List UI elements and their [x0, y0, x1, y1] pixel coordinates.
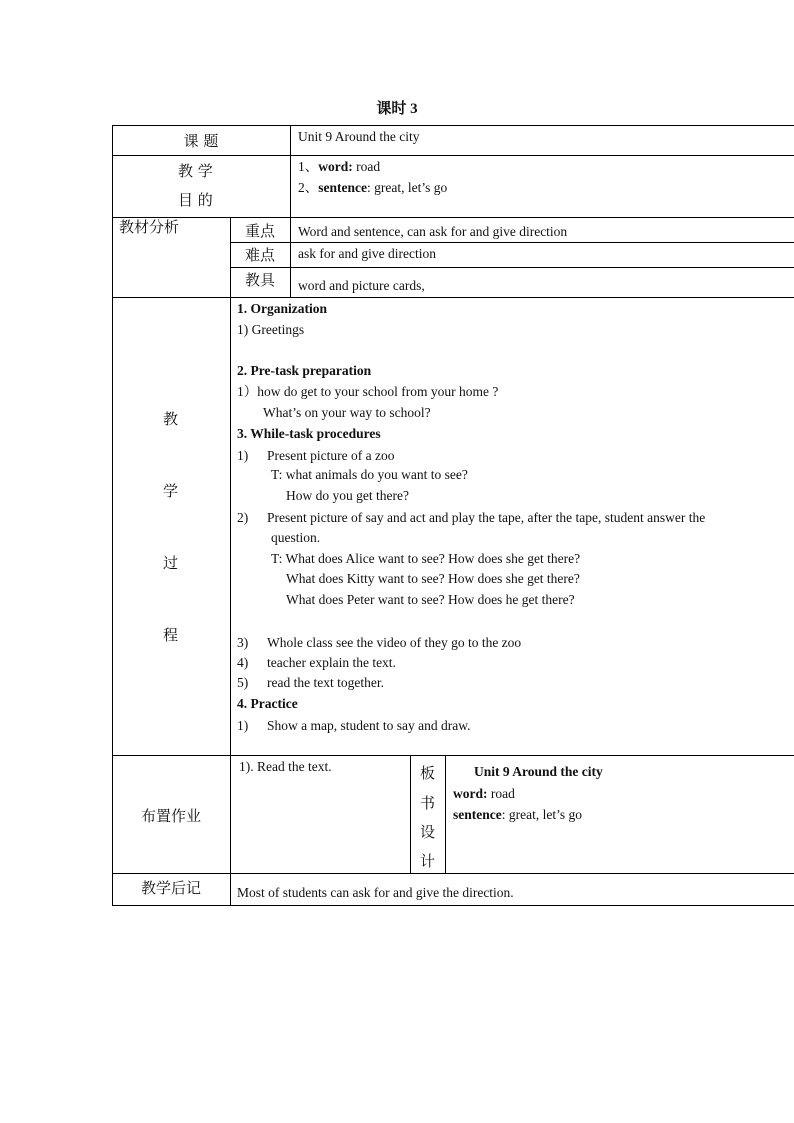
reflection-label: 教学后记 — [140, 879, 201, 897]
goal-item-number: 1、 — [298, 159, 319, 174]
process-line: What does Peter want to see? How does he get there? — [286, 592, 575, 607]
teaching-aids-value: word and picture cards, — [298, 278, 425, 293]
process-label-char: 教 — [163, 410, 179, 428]
board-label-char: 书 — [419, 794, 435, 812]
board-title: Unit 9 Around the city — [474, 764, 603, 779]
process-line: Present picture of say and act and play the tape, after the tape, student answer the — [267, 510, 706, 525]
process-line: read the text together. — [267, 675, 384, 690]
key-point-label: 重点 — [244, 222, 275, 240]
section-heading: 3. While-task procedures — [237, 426, 381, 441]
board-word-line — [453, 786, 515, 802]
row-divider — [112, 873, 794, 874]
process-line: T: what animals do you want to see? — [271, 467, 468, 482]
list-number: 4) — [237, 655, 249, 670]
row-divider — [112, 755, 794, 756]
board-sentence-key: sentence — [453, 807, 502, 822]
goals-label-line2: 目 的 — [178, 191, 213, 209]
homework-label: 布置作业 — [140, 807, 201, 825]
board-sentence-value: : great, let’s go — [501, 807, 582, 822]
goal-item-key: word: — [318, 159, 353, 174]
process-label-char: 程 — [163, 626, 179, 644]
board-word-key: word: — [453, 786, 488, 801]
difficulty-value: ask for and give direction — [298, 246, 436, 261]
process-label-char: 学 — [163, 482, 179, 500]
process-line: What’s on your way to school? — [263, 405, 431, 420]
goal-item-sentence — [298, 180, 447, 196]
table-border-top — [112, 125, 794, 126]
process-line: T: What does Alice want to see? How does she get there? — [271, 551, 581, 566]
process-line: Whole class see the video of they go to the zoo — [267, 635, 522, 650]
goal-item-value: : great, let’s go — [366, 180, 448, 195]
goal-item-number: 2、 — [298, 180, 319, 195]
table-border-bottom — [112, 905, 794, 906]
column-divider — [230, 217, 231, 905]
column-divider — [445, 755, 446, 873]
row-divider — [112, 155, 794, 156]
board-word-value: road — [487, 786, 515, 801]
row-divider — [230, 267, 794, 268]
process-line: teacher explain the text. — [267, 655, 396, 670]
goals-label-line1: 教 学 — [178, 162, 213, 180]
column-divider — [290, 125, 291, 297]
analysis-label: 教材分析 — [119, 218, 180, 236]
list-number: 2) — [237, 510, 249, 525]
process-label-char: 过 — [163, 554, 179, 572]
list-number: 5) — [237, 675, 249, 690]
page-title: 课时 3 — [376, 101, 418, 117]
process-line: How do you get there? — [286, 488, 409, 503]
goal-item-key: sentence — [318, 180, 367, 195]
process-line: Present picture of a zoo — [267, 448, 395, 463]
process-line: Show a map, student to say and draw. — [267, 718, 471, 733]
board-label-char: 设 — [419, 823, 435, 841]
goal-item-value: road — [352, 159, 381, 174]
topic-value: Unit 9 Around the city — [298, 129, 420, 144]
row-divider — [230, 242, 794, 243]
homework-value: 1). Read the text. — [239, 759, 332, 774]
board-label-char: 板 — [419, 764, 435, 782]
process-line: question. — [271, 530, 321, 545]
row-divider — [112, 217, 794, 218]
topic-label: 课 题 — [183, 132, 219, 150]
list-number: 3) — [237, 635, 249, 650]
list-number: 1) — [237, 448, 249, 463]
process-line: 1) Greetings — [237, 322, 305, 337]
process-line: 1）how do get to your school from your home ? — [237, 384, 499, 399]
table-border-left — [112, 125, 113, 906]
teaching-aids-label: 教具 — [244, 271, 275, 289]
section-heading: 2. Pre-task preparation — [237, 363, 372, 378]
reflection-value: Most of students can ask for and give the direction. — [237, 885, 514, 900]
row-divider — [112, 297, 794, 298]
section-heading: 1. Organization — [237, 301, 327, 316]
board-label-char: 计 — [419, 852, 435, 870]
key-point-value: Word and sentence, can ask for and give direction — [298, 224, 568, 239]
section-heading: 4. Practice — [237, 696, 298, 711]
board-sentence-line — [453, 807, 582, 823]
list-number: 1) — [237, 718, 249, 733]
goal-item-word — [298, 159, 380, 175]
process-line: What does Kitty want to see? How does she get there? — [286, 571, 580, 586]
difficulty-label: 难点 — [244, 246, 275, 264]
